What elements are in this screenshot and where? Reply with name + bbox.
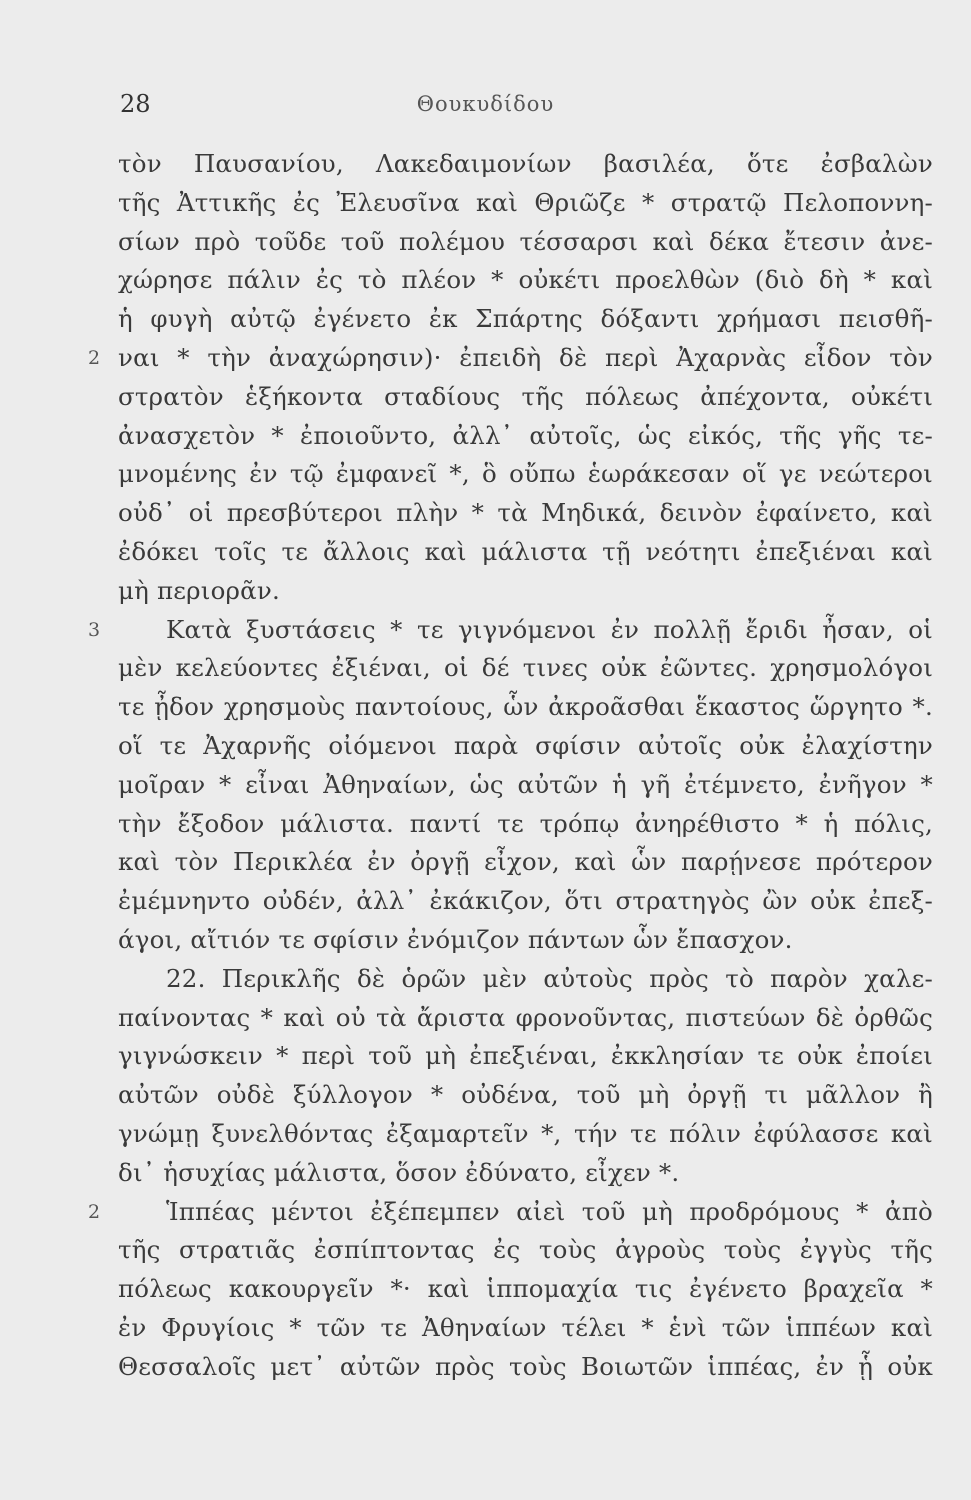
line-text: χώρησε πάλιν ἐς τὸ πλέον * οὐκέτι προελθὼν (διὸ δὴ * καὶ: [118, 265, 933, 295]
text-line: [88, 339, 933, 378]
line-text: τε ᾖδον χρησμοὺς παντοίους, ὧν ἀκροᾶσθαι ἕκαστος ὥργητο *.: [118, 692, 933, 722]
line-text: καὶ τὸν Περικλέα ἐν ὀργῇ εἶχον, καὶ ὧν παρῄνεσε πρότερον: [118, 847, 933, 877]
text-line: [118, 417, 933, 456]
section-marginal-number: 3: [88, 618, 101, 641]
text-line: [118, 999, 933, 1038]
line-text: σίων πρὸ τοῦδε τοῦ πολέμου τέσσαρσι καὶ δέκα ἔτεσιν ἀνε-: [118, 226, 933, 256]
text-line: [118, 960, 933, 999]
line-text: ἐδόκει τοῖς τε ἄλλοις καὶ μάλιστα τῇ νεότητι ἐπεξιέναι καὶ: [118, 536, 933, 566]
text-line: [118, 533, 933, 572]
line-text: ναι * τὴν ἀναχώρησιν)· ἐπειδὴ δὲ περὶ Ἀχαρνὰς εἶδον τὸν: [118, 342, 933, 372]
line-text: τὸν Παυσανίου, Λακεδαιμονίων βασιλέα, ὅτε ἐσβαλὼν: [118, 149, 933, 178]
text-line: [118, 688, 933, 727]
line-text: μὲν κελεύοντες ἐξιέναι, οἱ δέ τινες οὐκ ἐῶντες. χρησμολόγοι: [118, 653, 933, 683]
text-line: [118, 494, 933, 533]
text-line: [118, 223, 933, 262]
text-line: [118, 727, 933, 766]
text-line: [118, 1231, 933, 1270]
body-text: [88, 145, 933, 1387]
text-line: [118, 261, 933, 300]
line-text: γιγνώσκειν * περὶ τοῦ μὴ ἐπεξιέναι, ἐκκλησίαν τε οὐκ ἐποίει: [118, 1041, 933, 1071]
text-line: [118, 300, 933, 339]
line-text: άγοι, αἴτιόν τε σφίσιν ἐνόμιζον πάντων ὧν ἔπασχον.: [118, 924, 793, 954]
line-text: οὐδ᾽ οἱ πρεσβύτεροι πλὴν * τὰ Μηδικά, δεινὸν ἐφαίνετο, καὶ: [118, 498, 933, 528]
text-line: [88, 611, 933, 650]
text-line: [118, 882, 933, 921]
line-text: ἐν Φρυγίοις * τῶν τε Ἀθηναίων τέλει * ἑνὶ τῶν ἱππέων καὶ: [118, 1312, 933, 1342]
line-text: 22. Περικλῆς δὲ ὁρῶν μὲν αὐτοὺς πρὸς τὸ παρὸν χαλε-: [166, 963, 933, 993]
line-text: μοῖραν * εἶναι Ἀθηναίων, ὡς αὐτῶν ἡ γῆ ἐτέμνετο, ἐνῆγον *: [118, 769, 933, 799]
line-text: πόλεως κακουργεῖν *· καὶ ἱππομαχία τις ἐγένετο βραχεῖα *: [118, 1274, 933, 1304]
running-head: Θουκυδίδου: [416, 92, 555, 116]
line-text: τῆς Ἀττικῆς ἐς Ἐλευσῖνα καὶ Θριῶζε * στρατῷ Πελοποννη-: [118, 187, 933, 217]
text-line: [118, 145, 933, 184]
text-line: [118, 805, 933, 844]
line-text: ἀνασχετὸν * ἐποιοῦντο, ἀλλ᾽ αὐτοῖς, ὡς εἰκός, τῆς γῆς τε-: [118, 420, 933, 450]
line-text: ἐμέμνηντο οὐδέν, ἀλλ᾽ ἐκάκιζον, ὅτι στρατηγὸς ὢν οὐκ ἐπεξ-: [118, 886, 933, 916]
line-text: στρατὸν ἑξήκοντα σταδίους τῆς πόλεως ἀπέχοντα, οὐκέτι: [118, 381, 933, 411]
page-number: 28: [120, 90, 151, 118]
text-line: [118, 766, 933, 805]
text-line: [118, 1154, 933, 1193]
section-marginal-number: 2: [88, 1200, 101, 1223]
text-line: [118, 184, 933, 223]
line-text: τῆς στρατιᾶς ἐσπίπτοντας ἐς τοὺς ἀγροὺς τοὺς ἐγγὺς τῆς: [118, 1235, 933, 1265]
line-text: τὴν ἔξοδον μάλιστα. παντί τε τρόπῳ ἀνηρέθιστο * ἡ πόλις,: [118, 808, 933, 838]
text-line: [88, 1193, 933, 1232]
line-text: ἡ φυγὴ αὐτῷ ἐγένετο ἐκ Σπάρτης δόξαντι χρήμασι πεισθῆ-: [118, 304, 933, 334]
line-text: Κατὰ ξυστάσεις * τε γιγνόμενοι ἐν πολλῇ ἔριδι ἦσαν, οἱ: [166, 614, 933, 644]
section-marginal-number: 2: [88, 346, 101, 369]
line-text: μνομένης ἐν τῷ ἐμφανεῖ *, ὃ οὔπω ἑωράκεσαν οἵ γε νεώτεροι: [118, 459, 933, 489]
line-text: γνώμῃ ξυνελθόντας ἐξαμαρτεῖν *, τήν τε πόλιν ἐφύλασσε καὶ: [118, 1118, 933, 1148]
line-text: παίνοντας * καὶ οὐ τὰ ἄριστα φρονοῦντας, πιστεύων δὲ ὀρθῶς: [118, 1002, 933, 1032]
text-line: [118, 1270, 933, 1309]
text-line: [118, 649, 933, 688]
text-line: [118, 572, 933, 611]
line-text: Θεσσαλοῖς μετ᾽ αὐτῶν πρὸς τοὺς Βοιωτῶν ἱππέας, ἐν ᾗ οὐκ: [118, 1351, 933, 1381]
line-text: Ἱππέας μέντοι ἐξέπεμπεν αἰεὶ τοῦ μὴ προδρόμους * ἀπὸ: [166, 1196, 933, 1226]
text-line: [118, 455, 933, 494]
text-line: [118, 1115, 933, 1154]
text-line: [118, 843, 933, 882]
line-text: μὴ περιορᾶν.: [118, 575, 280, 605]
text-line: [118, 1348, 933, 1387]
text-line: [118, 378, 933, 417]
line-text: δι᾽ ἡσυχίας μάλιστα, ὅσον ἐδύνατο, εἶχεν *.: [118, 1157, 680, 1187]
text-line: [118, 1037, 933, 1076]
line-text: αὐτῶν οὐδὲ ξύλλογον * οὐδένα, τοῦ μὴ ὀργῇ τι μᾶλλον ἢ: [118, 1080, 933, 1110]
text-line: [118, 1076, 933, 1115]
line-text: οἵ τε Ἀχαρνῆς οἰόμενοι παρὰ σφίσιν αὐτοῖς οὐκ ἐλαχίστην: [118, 730, 933, 760]
text-line: [118, 1309, 933, 1348]
text-line: [118, 921, 933, 960]
